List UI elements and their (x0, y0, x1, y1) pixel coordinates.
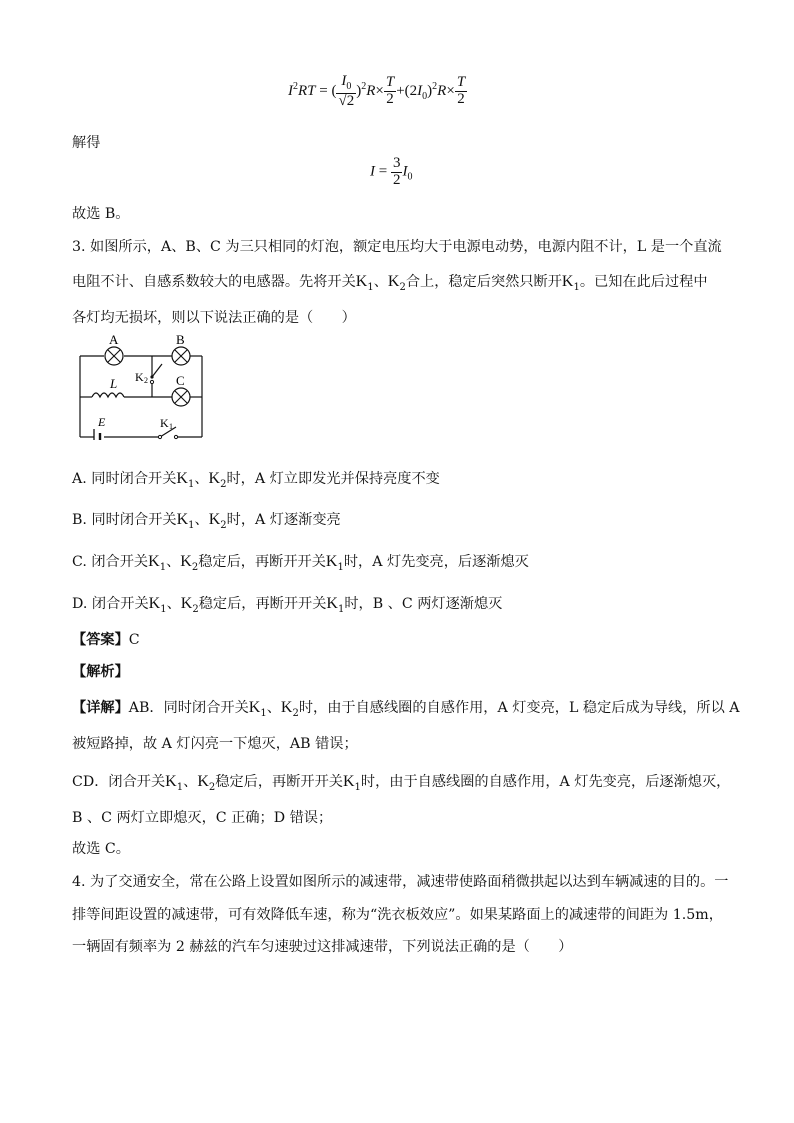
option-a: A. 同时闭合开关$K_1$、$K_2$时，A 灯立即发光并保持亮度不变 (72, 470, 440, 490)
option-b: B. 同时闭合开关$K_1$、$K_2$时，A 灯逐渐变亮 (72, 511, 341, 531)
circuit-diagram (76, 334, 206, 440)
battery-icon (94, 429, 100, 440)
detail-line3: CD．闭合开关$K_1$、$K_2$稳定后，再断开开关$K_1$时，由于自感线圈的自感作用，A 灯先变亮，后逐渐熄灭， (72, 773, 731, 793)
lamp-c-label: C (176, 373, 185, 388)
q3-stem-line3: 各灯均无损坏，则以下说法正确的是（ ） (72, 310, 356, 326)
lamp-a-icon (105, 347, 123, 365)
option-c: C. 闭合开关$K_1$、$K_2$稳定后，再断开开关$K_1$时，A 灯先变亮，后逐渐熄灭 (72, 553, 529, 573)
q3-stem-line2: 电阻不计、自感系数较大的电感器。先将开关$K_1$、$K_2$合上，稳定后突然只断开$K_1$。已知在此后过程中 (72, 273, 708, 293)
detail-line2: 被短路掉，故 A 灯闪亮一下熄灭，AB 错误； (72, 736, 358, 752)
lamp-b-label: B (176, 334, 185, 347)
detail-line1: 【详解】AB．同时闭合开关$K_1$、$K_2$时，由于自感线圈的自感作用，A 灯变亮，L 稳定后成为导线，所以 A (72, 699, 740, 719)
result-equation: I = $\frac{3}{2}$ $I_0$ (370, 155, 413, 188)
lamp-c-icon (172, 388, 190, 406)
option-d: D. 闭合开关$K_1$、$K_2$稳定后，再断开开关$K_1$时，B 、C 两灯逐渐熄灭 (72, 595, 503, 615)
lamp-b-icon (172, 347, 190, 365)
analysis-tag: 【解析】 (72, 664, 129, 680)
detail-line4: B 、C 两灯立即熄灭，C 正确；D 错误； (72, 810, 333, 826)
lamp-a-label: A (109, 334, 119, 347)
inductor-icon (92, 393, 124, 397)
answer-line: 【答案】C (72, 632, 140, 648)
inductor-label: L (110, 376, 118, 391)
solve-label: 解得 (72, 135, 101, 151)
q3-final: 故选 C。 (72, 841, 130, 857)
switch2-label: K (135, 370, 144, 384)
switch2-sub: 2 (144, 376, 148, 385)
q4-line2: 排等间距设置的减速带，可有效降低车速，称为“洗衣板效应”。如果某路面上的减速带的间距为 1.5m， (72, 907, 723, 923)
switch1-sub: 1 (169, 422, 173, 431)
q3-stem-line1: 3. 如图所示，A、B、C 为三只相同的灯泡，额定电压均大于电源电动势，电源内阻不计，L 是一个直流 (72, 239, 722, 255)
energy-equation: $I^2RT$ = ( $\frac{I_0}{√2}$ )$^2$R× $\frac{T}{2}$ $+(2I_0)^2R\times$ $\frac{T}{2}$ (288, 73, 466, 109)
q4-line3: 一辆固有频率为 2 赫兹的汽车匀速驶过这排减速带，下列说法正确的是（ ） (72, 939, 573, 955)
q2-answer-line: 故选 B。 (72, 206, 130, 222)
switch1-label: K (160, 416, 169, 430)
source-label: E (98, 415, 106, 429)
q4-line1: 4. 为了交通安全，常在公路上设置如图所示的减速带，减速带使路面稍微拱起以达到车辆减速的目的。一 (72, 874, 729, 890)
